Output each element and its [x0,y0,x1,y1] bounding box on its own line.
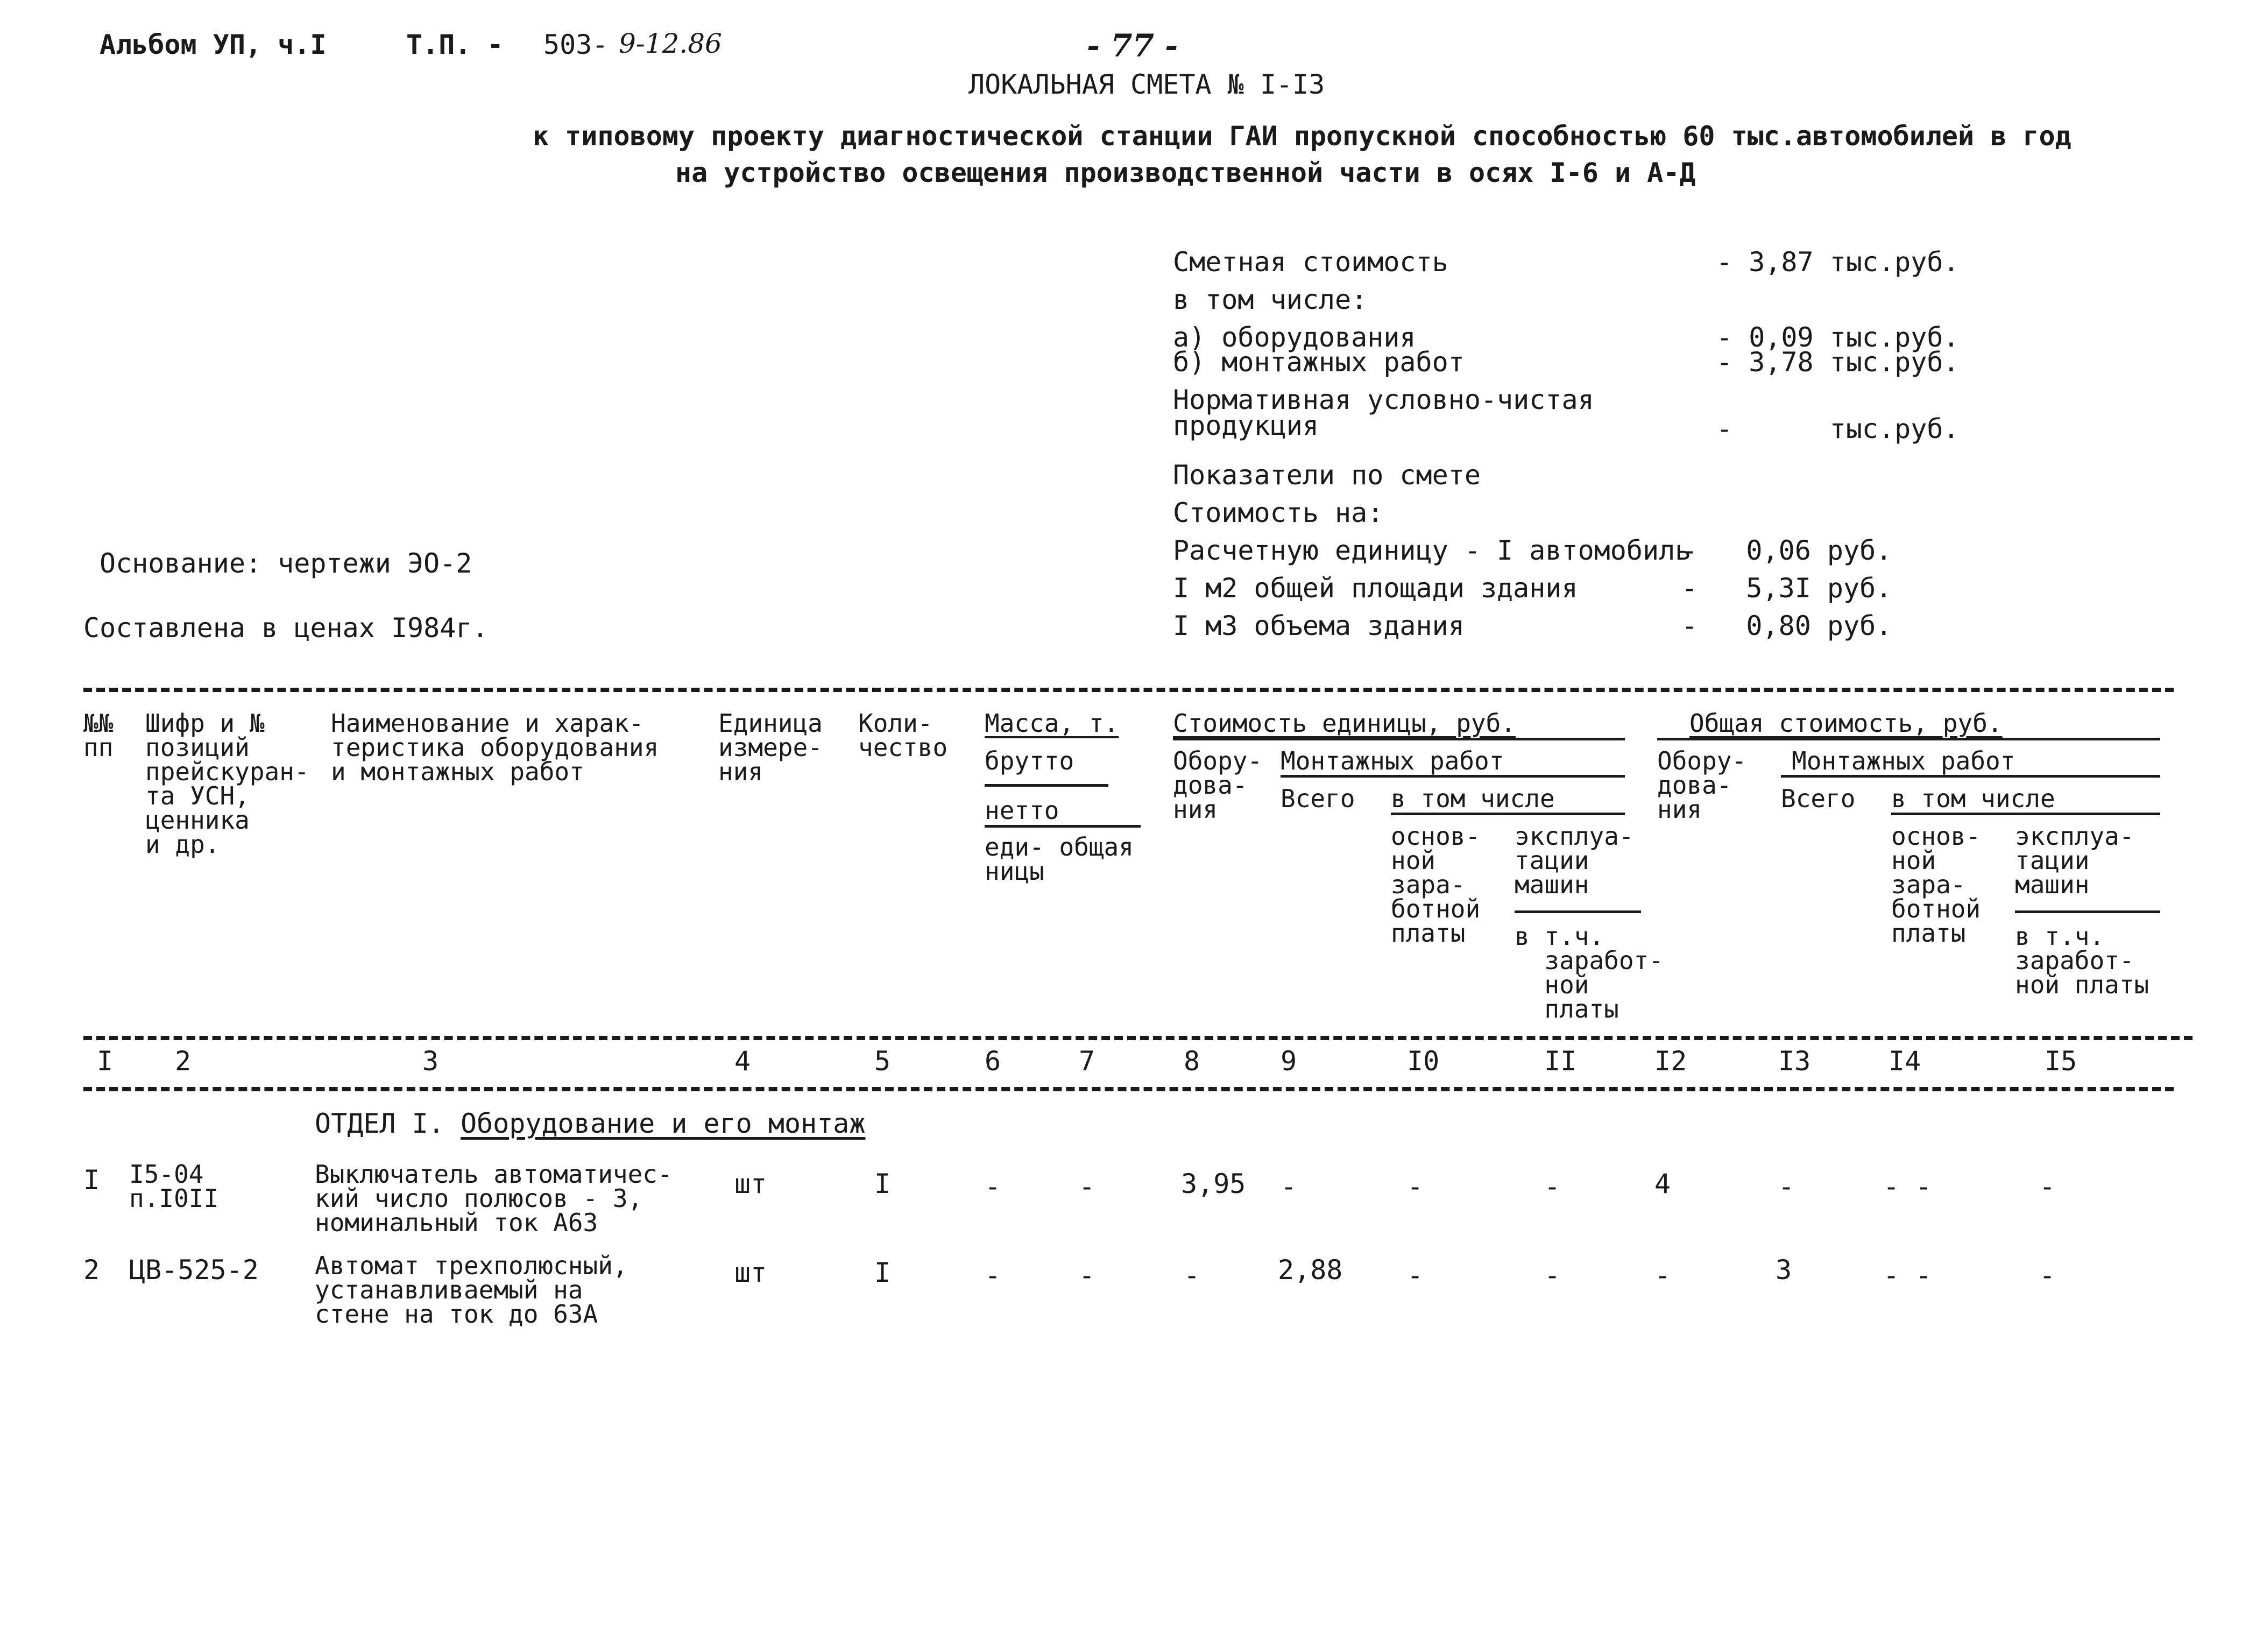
row-quantity: I [874,1257,891,1288]
machines-total-divider [2015,910,2160,913]
col-header-code: Шифр и № позиций прейскуран- та УСН, ценника и др. [145,709,309,859]
total-cost-underline [1657,738,2160,740]
row-equipment-unit-cost: - [1184,1260,1200,1291]
column-number-1: I [97,1046,114,1077]
col-header-base-wage-unit: основ- ной зара- ботной платы [1391,822,1481,948]
row-code: ЦВ-525-2 [129,1254,259,1286]
row-number: 2 [83,1254,100,1286]
row-machines-total: - [2039,1171,2056,1202]
estimate-subtitle-line-1: к типовому проекту диагностической станции ГАИ пропускной способностью 60 тыс.автомобилей в год [533,121,2071,152]
row-installation-total: - [1778,1171,1795,1202]
row-base-wage-total: - - [1883,1260,1932,1291]
row-equipment-total: 4 [1654,1168,1671,1199]
volume-cost-value: - 0,80 руб. [1681,610,1892,641]
col-header-including-total: в том числе [1891,784,2055,813]
row-mass-unit: - [985,1171,1001,1202]
row-quantity: I [874,1168,891,1199]
col-header-mass: Масса, т. [985,709,1119,738]
row-unit: шт [734,1168,767,1199]
album-label: Альбом УП, ч.I [100,29,327,60]
mass-divider-1 [985,784,1108,787]
cost-on-label: Стоимость на: [1173,497,1384,528]
col-header-netto: нетто [985,796,1059,825]
col-header-base-wage-total: основ- ной зара- ботной платы [1891,822,1981,948]
row-mass-total: - [1079,1171,1095,1202]
col-header-number: №№ пп [83,709,114,762]
column-number-8: 8 [1184,1046,1200,1077]
column-number-6: 6 [985,1046,1001,1077]
row-equipment-unit-cost: 3,95 [1181,1168,1246,1199]
row-base-wage-total: - - [1883,1171,1932,1202]
tp-code-handwritten: 9-12.86 [619,28,722,59]
basis-note: Основание: чертежи ЭО-2 [100,548,472,579]
col-header-equipment-unit: Обору- дова- ния [1173,746,1263,824]
col-header-installation-unit: Монтажных работ [1281,746,1504,775]
installation-unit-underline [1281,775,1625,778]
mass-divider-2 [985,825,1141,828]
column-number-9: 9 [1281,1046,1297,1077]
indicators-label: Показатели по смете [1173,460,1481,491]
row-machines-unit: - [1544,1171,1561,1202]
page-number: - 77 - [1087,27,1178,64]
col-header-machines-total: эксплуа- тации машин [2015,822,2134,899]
column-number-7: 7 [1079,1046,1095,1077]
row-name: Выключатель автоматичес- кий число полюсов - 3, номинальный ток А63 [315,1160,673,1237]
equipment-label: а) оборудования [1173,322,1416,353]
tp-label: Т.П. - [406,29,504,60]
estimate-title: ЛОКАЛЬНАЯ СМЕТА № I-I3 [968,69,1325,100]
normative-label-line-1: Нормативная условно-чистая [1173,384,1594,415]
column-number-11: II [1544,1046,1577,1077]
including-unit-underline [1391,813,1625,815]
volume-cost-label: I м3 объема здания [1173,610,1465,641]
column-number-15: I5 [2045,1046,2077,1077]
col-header-total-cost: Общая стоимость, руб. [1689,709,2003,738]
area-cost-label: I м2 общей площади здания [1173,573,1578,604]
machines-unit-divider [1515,910,1641,913]
row-machines-unit: - [1544,1260,1561,1291]
col-header-installation-total: Монтажных работ [1792,746,2015,775]
row-unit: шт [734,1257,767,1288]
estimated-cost-label: Сметная стоимость [1173,246,1448,278]
estimated-cost-value: - 3,87 тыс.руб. [1716,246,1960,278]
installation-value: - 3,78 тыс.руб. [1716,347,1960,378]
col-header-mass-sub: еди- общая ницы [985,832,1134,886]
row-installation-unit-total: 2,88 [1278,1254,1343,1286]
column-numbers-bottom-rule [83,1087,2174,1091]
row-installation-unit-total: - [1281,1171,1297,1202]
row-equipment-total: - [1654,1260,1671,1291]
col-header-total-total: Всего [1781,784,1856,813]
column-numbers-top-rule [83,1036,2193,1040]
table-top-rule [83,688,2174,692]
section-title: Оборудование и его монтаж [460,1108,866,1139]
col-header-unit: Единица измере- ния [718,709,823,786]
area-cost-value: - 5,3I руб. [1681,573,1892,604]
unit-cost-underline [1173,738,1625,740]
row-installation-total: 3 [1776,1254,1792,1286]
estimate-subtitle-line-2: на устройство освещения производственной части в осях I-6 и А-Д [675,157,1696,188]
tp-code: 503- [543,29,609,60]
column-number-12: I2 [1654,1046,1687,1077]
col-header-brutto: брутто [985,746,1074,775]
row-name: Автомат трехполюсный, устанавливаемый на стене на ток до 63А [315,1251,628,1329]
unit-cost-value: - 0,06 руб. [1681,535,1892,566]
installation-total-underline [1781,775,2160,778]
col-header-equipment-total: Обору- дова- ния [1657,746,1747,824]
column-number-2: 2 [175,1046,192,1077]
col-header-machines-unit: эксплуа- тации машин [1515,822,1634,899]
row-code: I5-04 п.I0II [129,1160,219,1213]
equipment-value: - 0,09 тыс.руб. [1716,322,1960,353]
row-number: I [83,1164,100,1196]
section-prefix: ОТДЕЛ I. [315,1108,444,1139]
col-header-name: Наименование и харак- теристика оборудования и монтажных работ [331,709,659,786]
section-heading [315,1110,866,1137]
row-mass-total: - [1079,1260,1095,1291]
col-header-including-unit: в том числе [1391,784,1555,813]
row-mass-unit: - [985,1260,1001,1291]
installation-label: б) монтажных работ [1173,347,1465,378]
including-label: в том числе: [1173,284,1368,315]
column-number-13: I3 [1778,1046,1811,1077]
normative-value: - тыс.руб. [1716,413,1960,444]
col-header-unit-cost: Стоимость единицы, руб. [1173,709,1516,738]
column-number-10: I0 [1407,1046,1440,1077]
col-header-total-unit: Всего [1281,784,1355,813]
col-header-machines-wage-total: в т.ч. заработ- ной платы [2015,922,2149,999]
row-base-wage-unit: - [1407,1260,1424,1291]
col-header-quantity: Коли- чество [858,709,948,762]
row-base-wage-unit: - [1407,1171,1424,1202]
normative-label-line-2: продукция [1173,410,1319,441]
unit-cost-label: Расчетную единицу - I автомобиль [1173,535,1692,566]
including-total-underline [1891,813,2160,815]
column-number-5: 5 [874,1046,891,1077]
row-machines-total: - [2039,1260,2056,1291]
prices-year-note: Составлена в ценах I984г. [83,612,489,644]
column-number-14: I4 [1889,1046,1921,1077]
column-number-3: 3 [422,1046,439,1077]
col-header-machines-wage-unit: в т.ч. заработ- ной платы [1515,922,1664,1023]
column-number-4: 4 [734,1046,751,1077]
